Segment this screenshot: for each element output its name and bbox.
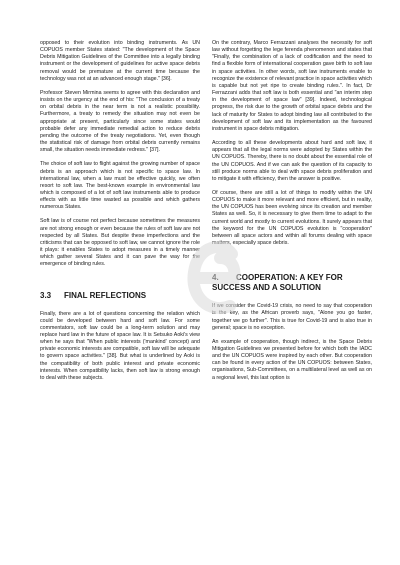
right-column <box>212 40 372 389</box>
paragraph: An example of cooperation, though indirect, is the Space Debris Mitigation Guidelines we presented before for which both the IADC and the UN COPUOS were inspired by each other. But cooperation can be found in every action of the UN COPUOS: between States, organisations, Sub-Committees, on a multilateral level as well as on a regional level, this last option is <box>212 338 372 381</box>
paragraph: Finally, there are a lot of questions concerning the relation which could be developed between hard and soft law. For some commentators, soft law could be a long-term solution and may replace hard law in the future of space law. It is Setsuko Aoki's view when he says that "When public interests ('mankind' concept) and private economic interests are compatible, soft law will be adequate to govern space activities." [38]. But what is underlined by Aoki is the compatibility of both public interest and private economic interests. When compatibility lacks, then soft law is strong enough to deal with these subjects. <box>40 310 200 381</box>
paragraph: opposed to their evolution into binding instruments. As UN COPUOS member States stated: "The development of the Space Debris Mitigation Guidelines of the Committee into a legally binding instrument or the development of guidelines for active space debris removal would be premature at the current time because the technology was not at an advanced enough stage." [36]. <box>40 40 200 82</box>
paragraph: If we consider the Covid-19 crisis, no need to say that cooperation is the key, as the African proverb says, "Alone you go faster, together we go further". This is true for Covid-19 and is also true in general; space is no exception. <box>212 303 372 331</box>
paragraph: Professor Steven Mirmina seems to agree with this declaration and insists on the urgency at the end of his: "The conclusion of a treaty on orbital debris in the near term is not a realistic possibility. Furthermore, a treaty to remedy the situation may not even be appropriate at present, particularly since some states would probable defer any immediate remedial action to reduce debris pending the outcome of the treaty negotiations. Yet, even though the statistical risk of damage from orbital debris currently remains small, the situation needs immediate redress." [37]. <box>40 89 200 154</box>
paragraph: The choice of soft law to flight against the growing number of space debris is an approach which is not specific to space law. In international law, when a law must be effective quickly, we often resort to soft law. The best-known example in environmental law which is composed of a lot of soft law instruments able to produce effects with as little time wasted as possible and which gathers numerous States. <box>40 161 200 211</box>
paragraph: According to all these developments about hard and soft law, it appears that all the legal norms were adopted by States within the UN COPUOS. Thereby, there is no doubt about the essential role of the UN COPUOS. And if we can ask the question of its capacity to still produce norms able to deal with space debris proliferation and to mitigate it with efficiency, then the answer is positive. <box>212 140 372 182</box>
section-title: COOPERATION: A KEY FOR SUCCESS AND A SOLUTION <box>212 273 343 293</box>
paragraph: Of course, there are still a lot of things to modify within the UN COPUOS to make it more relevant and more efficient, but in reality, the UN COPUOS has been evolving since its creation and member States as well. So, it is necessary to give them time to adapt to the current world and mostly to current evolutions. It surely appears that the keyword for the UN COPUOS evolution is "cooperation" between all space actors and within all forums dealing with space matters, especially space debris. <box>212 189 372 247</box>
left-column <box>40 40 200 389</box>
section-heading <box>212 263 372 293</box>
section-number: 4. <box>212 273 219 283</box>
section-heading <box>40 281 200 301</box>
section-number: 3.3 <box>40 290 52 300</box>
paragraph: On the contrary, Marco Ferrazzani analyses the necessity for soft law without forgetting the lege ferenda phenomenon and states that "Finally, the combination of a lack of codification and the need to find a flexible form of international cooperation gave birth to soft law in space activities. In other words, soft law instruments enable to recognize the existence of relevant practice in space activities which is capable but not yet ripe to create binding rules.". In fact, Dr Ferrazzani adds that soft law is both essential and "an interim step in the development of space law" [39]. Indeed, technological progress, the risk due to the growth of orbital space debris and the lack of maturity for States to adopt binding law all contributed to the development of soft law and its implementation as the favoured instrument in space debris mitigation. <box>212 40 372 132</box>
section-title: FINAL REFLECTIONS <box>64 290 147 300</box>
paragraph: Soft law is of course not perfect because sometimes the measures are not strong enough or even because the rules of soft law are not respected by all States. But despite these imperfections and the criticisms that can be opposed to soft law, we cannot ignore the role it plays: it enables States to adopt measures in a timely manner which gather several States and it can pave the way for the emergence of binding rules. <box>40 218 200 268</box>
